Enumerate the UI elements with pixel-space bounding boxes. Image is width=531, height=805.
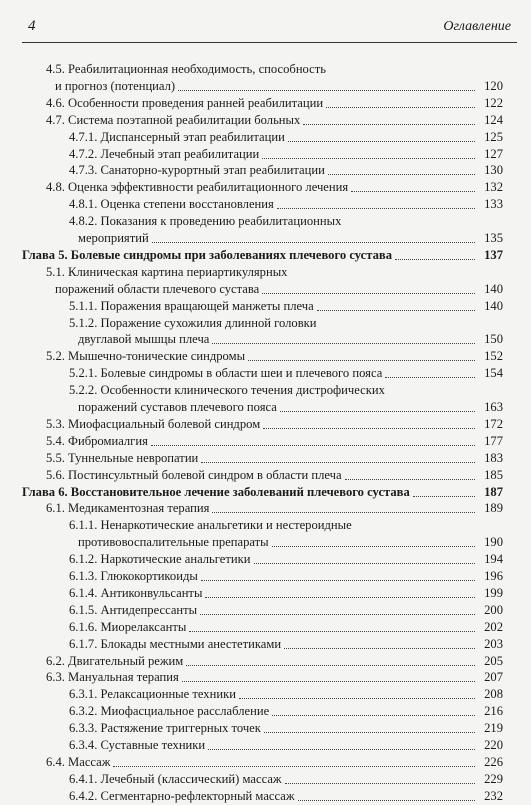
toc-page-number: 185: [484, 467, 503, 482]
toc-leader-dots: [201, 462, 475, 463]
toc-entry: [0, 112, 531, 129]
toc-page-number: 163: [484, 399, 503, 414]
toc-page-number: 200: [484, 602, 503, 617]
toc-leader-dots: [189, 631, 475, 632]
toc-leader-dots: [277, 208, 475, 209]
toc-page-number: 127: [484, 146, 503, 161]
toc-leader-dots: [263, 428, 475, 429]
toc-page-number: 232: [484, 788, 503, 803]
toc-entry-text: 6.1. Медикаментозная терапия: [46, 501, 210, 516]
toc-entry-text: 5.1.2. Поражение сухожилия длинной головки: [69, 315, 317, 330]
toc-page-number: 183: [484, 450, 503, 465]
toc-entry-text: 6.1.4. Антиконвульсанты: [69, 585, 203, 600]
toc-entry: [0, 484, 531, 501]
toc-entry-text: 5.5. Туннельные невропатии: [46, 450, 199, 465]
toc-leader-dots: [395, 259, 475, 260]
toc-entry: [0, 754, 531, 771]
toc-entry-text: двуглавой мышцы плеча: [78, 332, 210, 347]
toc-leader-dots: [212, 343, 475, 344]
toc-page-number: 205: [484, 653, 503, 668]
toc-leader-dots: [262, 158, 475, 159]
toc-page-number: 219: [484, 721, 503, 736]
toc-leader-dots: [208, 749, 475, 750]
toc-entry: [0, 196, 531, 213]
running-title: Оглавление: [443, 19, 511, 34]
toc-entry-text: Глава 5. Болевые синдромы при заболеваниях плечевого сустава: [22, 247, 392, 262]
page-header: [0, 18, 531, 44]
toc-page-number: 132: [484, 180, 503, 195]
toc-page-number: 150: [484, 332, 503, 347]
toc-entry: [0, 382, 531, 416]
toc-page-number: 226: [484, 754, 503, 769]
toc-entry: [0, 247, 531, 264]
toc-entry: [0, 636, 531, 653]
toc-page-number: 124: [484, 112, 503, 127]
toc-entry-text: 4.8.2. Показания к проведению реабилитационных: [69, 214, 342, 229]
toc-leader-dots: [317, 310, 475, 311]
toc-entry: [0, 450, 531, 467]
toc-entry: [0, 653, 531, 670]
toc-entry-text: 6.1.2. Наркотические анальгетики: [69, 552, 251, 567]
toc-leader-dots: [413, 496, 475, 497]
toc-entry-text: поражений области плечевого сустава: [55, 281, 260, 296]
toc-leader-dots: [326, 107, 475, 108]
toc-leader-dots: [288, 141, 475, 142]
toc-entry-text: Глава 6. Восстановительное лечение заболеваний плечевого сустава: [22, 484, 410, 499]
toc-entry: [0, 162, 531, 179]
toc-leader-dots: [152, 242, 475, 243]
toc-page-number: 140: [484, 281, 503, 296]
toc-leader-dots: [303, 124, 475, 125]
toc-leader-dots: [186, 665, 475, 666]
toc-entry-text: 4.8.1. Оценка степени восстановления: [69, 197, 274, 212]
toc-entry-text: 5.1. Клиническая картина периартикулярных: [46, 264, 288, 279]
toc-entry-text: 6.2. Двигательный режим: [46, 653, 184, 668]
toc-leader-dots: [264, 732, 475, 733]
toc-leader-dots: [262, 293, 475, 294]
toc-page-number: 120: [484, 78, 503, 93]
toc-entry: [0, 703, 531, 720]
toc-page-number: 133: [484, 197, 503, 212]
toc-entry-text: 4.7.1. Диспансерный этап реабилитации: [69, 129, 285, 144]
toc-entry: [0, 129, 531, 146]
toc-page-number: 130: [484, 163, 503, 178]
toc-entry: [0, 416, 531, 433]
toc-entry-text: 6.1.3. Глюкокортикоиды: [69, 569, 198, 583]
toc-entry-text: 6.3. Мануальная терапия: [46, 670, 179, 685]
toc-entry-text: 6.4.2. Сегментарно-рефлекторный массаж: [69, 788, 295, 803]
toc-page-number: 137: [484, 247, 503, 262]
toc-page-number: 135: [484, 230, 503, 245]
toc-leader-dots: [201, 580, 475, 581]
toc-entry-text: 6.1.7. Блокады местными анестетиками: [69, 636, 282, 651]
toc-entry: [0, 61, 531, 95]
toc-page-number: 125: [484, 129, 503, 144]
toc-page-number: 203: [484, 636, 503, 651]
toc-leader-dots: [200, 614, 475, 615]
toc-page-number: 202: [484, 619, 503, 634]
toc-leader-dots: [345, 479, 475, 480]
toc-page-number: 216: [484, 704, 503, 719]
toc-entry-text: 5.2.1. Болевые синдромы в области шеи и плечевого пояса: [69, 366, 383, 381]
toc-page-number: 207: [484, 670, 503, 685]
toc-entry-text: 4.7.2. Лечебный этап реабилитации: [69, 146, 260, 161]
toc-entry: [0, 365, 531, 382]
toc-page-number: 208: [484, 687, 503, 702]
toc-leader-dots: [182, 681, 475, 682]
toc-entry: [0, 585, 531, 602]
toc-entry: [0, 686, 531, 703]
toc-page-number: 172: [484, 416, 503, 431]
toc-page-number: 122: [484, 95, 503, 110]
toc-entry-text: и прогноз (потенциал): [55, 78, 176, 93]
toc-entry: [0, 619, 531, 636]
toc-page-number: 194: [484, 552, 503, 567]
toc-entry-text: противовоспалительные препараты: [78, 535, 269, 550]
toc-entry: [0, 348, 531, 365]
toc-entry-text: 5.6. Постинсультный болевой синдром в области плеча: [46, 467, 342, 482]
toc-entry-text: мероприятий: [78, 230, 149, 245]
toc-entry-text: 6.3.2. Миофасциальное расслабление: [69, 704, 270, 719]
toc-entry-text: 6.3.1. Релаксационные техники: [69, 687, 236, 702]
toc-page-number: 199: [484, 585, 503, 600]
toc-entry-text: 6.3.3. Растяжение триггерных точек: [69, 721, 261, 736]
toc-entry-text: 5.1.1. Поражения вращающей манжеты плеча: [69, 298, 314, 313]
toc-entry: [0, 669, 531, 686]
toc-entry: [0, 264, 531, 298]
toc-entry: [0, 771, 531, 788]
toc-leader-dots: [285, 783, 475, 784]
toc-leader-dots: [239, 698, 475, 699]
toc-entry-text: 4.5. Реабилитационная необходимость, способность: [46, 62, 327, 76]
page-number: 4: [28, 18, 36, 34]
toc-leader-dots: [113, 766, 475, 767]
toc-entry-text: 6.4. Массаж: [46, 754, 111, 769]
toc-entry-text: 4.7.3. Санаторно-курортный этап реабилитации: [69, 163, 325, 178]
toc-leader-dots: [205, 597, 475, 598]
toc-entry-text: 4.7. Система поэтапной реабилитации больных: [46, 112, 301, 127]
toc-entry-text: 6.1.1. Ненаркотические анальгетики и нестероидные: [69, 518, 352, 533]
toc-leader-dots: [284, 648, 475, 649]
toc-entry-text: 4.8. Оценка эффективности реабилитационного лечения: [46, 180, 349, 195]
toc-page-number: 154: [484, 366, 503, 381]
toc-entry: [0, 551, 531, 568]
toc-entry-text: 6.1.5. Антидепрессанты: [69, 602, 198, 617]
toc-leader-dots: [272, 715, 475, 716]
toc-entry: [0, 315, 531, 349]
toc-leader-dots: [280, 411, 475, 412]
toc-page-number: 196: [484, 569, 503, 583]
toc-entry: [0, 720, 531, 737]
toc-leader-dots: [351, 191, 475, 192]
toc-page-number: 152: [484, 349, 503, 364]
toc-entry-text: 6.1.6. Миорелаксанты: [69, 619, 187, 634]
toc-entry: [0, 95, 531, 112]
toc-leader-dots: [212, 512, 475, 513]
toc-entry-text: 6.4.1. Лечебный (классический) массаж: [69, 771, 282, 786]
toc-entry: [0, 298, 531, 315]
toc-page-number: 177: [484, 433, 503, 448]
toc-leader-dots: [151, 445, 475, 446]
toc-leader-dots: [248, 360, 475, 361]
toc-entry: [0, 788, 531, 805]
toc-page-number: 140: [484, 298, 503, 313]
toc-entry: [0, 500, 531, 517]
toc-page-number: 220: [484, 738, 503, 752]
toc-entry: [0, 517, 531, 551]
toc-entry: [0, 433, 531, 450]
toc-entry-text: 5.2.2. Особенности клинического течения дистрофических: [69, 383, 385, 398]
toc-page-number: 187: [484, 484, 503, 499]
toc-leader-dots: [254, 563, 476, 564]
toc-entry: [0, 467, 531, 484]
toc-entry: [0, 213, 531, 247]
toc-page-number: 189: [484, 501, 503, 516]
toc-leader-dots: [328, 174, 475, 175]
toc-entry: [0, 568, 531, 585]
toc-entry-text: 5.2. Мышечно-тонические синдромы: [46, 349, 246, 364]
toc-leader-dots: [385, 377, 475, 378]
toc-entry-text: 5.3. Миофасциальный болевой синдром: [46, 416, 261, 431]
toc-entry-text: 4.6. Особенности проведения ранней реабилитации: [46, 95, 324, 110]
toc-leader-dots: [178, 90, 475, 91]
header-rule: [22, 42, 517, 43]
toc-entry-text: 5.4. Фибромиалгия: [46, 433, 148, 448]
toc-leader-dots: [272, 546, 475, 547]
toc-entry: [0, 179, 531, 196]
toc-entry: [0, 602, 531, 619]
toc-entry: [0, 146, 531, 163]
toc-entry-text: 6.3.4. Суставные техники: [69, 738, 206, 752]
toc-entry: [0, 737, 531, 754]
toc-page-number: 190: [484, 535, 503, 550]
toc-entry-text: поражений суставов плечевого пояса: [78, 399, 277, 414]
toc-page-number: 229: [484, 771, 503, 786]
